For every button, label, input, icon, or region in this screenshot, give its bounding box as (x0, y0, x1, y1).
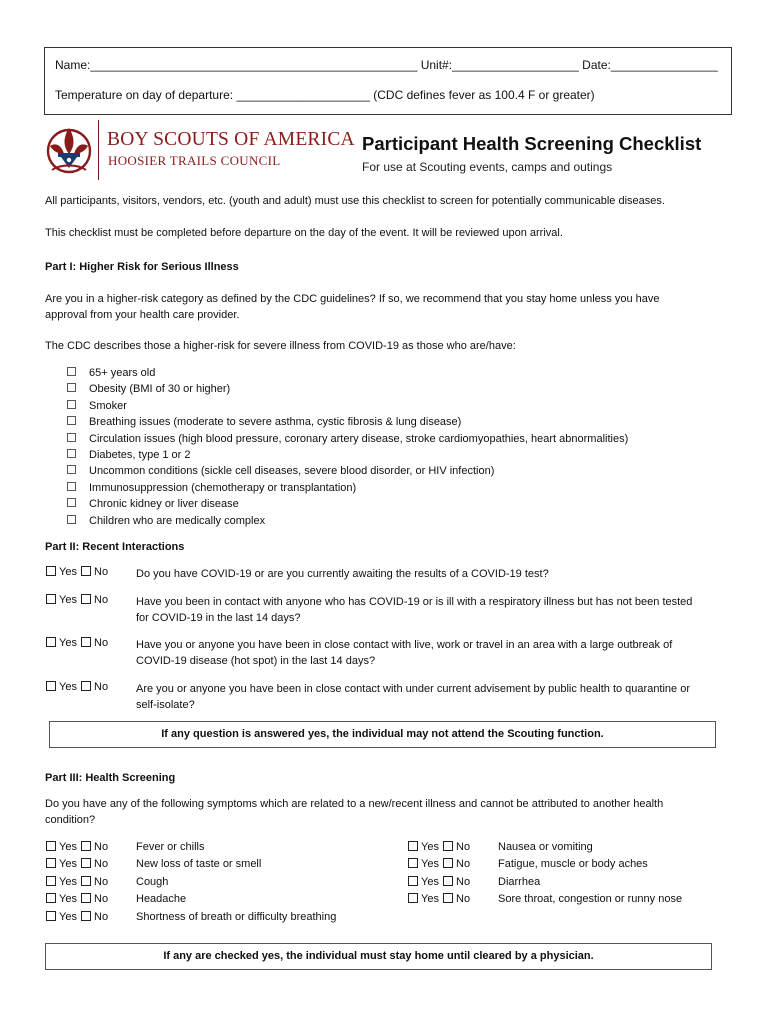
part3-question-line-1: Do you have any of the following symptoms which are related to a new/recent illness and cannot be attributed to another health (45, 798, 664, 810)
part2-notice: If any question is answered yes, the individual may not attend the Scouting function. (49, 721, 716, 748)
intro-paragraph-1: All participants, visitors, vendors, etc. (youth and adult) must use this checklist to screen for potentially communicable diseases. (45, 195, 665, 207)
checkbox[interactable] (67, 465, 76, 474)
part3-question-line-2: condition? (45, 814, 96, 826)
risk-item[interactable]: 65+ years old (67, 365, 628, 381)
part1-heading: Part I: Higher Risk for Serious Illness (45, 261, 239, 273)
yes-checkbox[interactable] (46, 681, 56, 691)
symptom-row: Yes No New loss of taste or smell (45, 856, 108, 873)
no-checkbox[interactable] (81, 594, 91, 604)
interaction-question: Have you or anyone you have been in close contact with live, work or travel in an area with a large outbreak of COVID-19 disease (hot spot) in the last 14 days? (136, 639, 673, 667)
intro-paragraph-2: This checklist must be completed before departure on the day of the event. It will be reviewed upon arrival. (45, 227, 563, 239)
checkbox[interactable] (67, 416, 76, 425)
no-checkbox[interactable] (81, 893, 91, 903)
symptom-row: Yes No Headache (45, 891, 108, 908)
yes-checkbox[interactable] (408, 841, 418, 851)
yes-no-choice: Yes No (45, 594, 108, 606)
no-checkbox[interactable] (443, 876, 453, 886)
symptom-label: Headache (136, 893, 187, 905)
participant-info-box (44, 47, 732, 115)
logo-divider (98, 120, 99, 180)
symptom-label: Cough (136, 876, 169, 888)
risk-item[interactable]: Chronic kidney or liver disease (67, 496, 628, 512)
no-checkbox[interactable] (81, 858, 91, 868)
no-checkbox[interactable] (81, 911, 91, 921)
symptom-row: Yes No Shortness of breath or difficulty breathing (45, 909, 108, 926)
no-checkbox[interactable] (81, 681, 91, 691)
symptom-label: Sore throat, congestion or runny nose (498, 893, 683, 905)
interaction-question: Do you have COVID-19 or are you currently awaiting the results of a COVID-19 test? (136, 568, 549, 580)
checkbox[interactable] (67, 515, 76, 524)
symptom-label: Nausea or vomiting (498, 841, 593, 853)
symptom-row: Yes No Sore throat, congestion or runny nose (407, 891, 470, 908)
symptom-label: Shortness of breath or difficulty breathing (136, 911, 337, 923)
yes-no-choice: Yes No (45, 637, 108, 649)
risk-item[interactable]: Children who are medically complex (67, 513, 628, 529)
checkbox[interactable] (67, 400, 76, 409)
risk-item[interactable]: Obesity (BMI of 30 or higher) (67, 381, 628, 397)
part2-heading: Part II: Recent Interactions (45, 541, 185, 553)
symptom-row: Yes No Fever or chills (45, 839, 108, 856)
risk-item[interactable]: Smoker (67, 398, 628, 414)
yes-checkbox[interactable] (408, 858, 418, 868)
yes-checkbox[interactable] (46, 594, 56, 604)
no-checkbox[interactable] (81, 566, 91, 576)
checkbox[interactable] (67, 449, 76, 458)
yes-checkbox[interactable] (46, 876, 56, 886)
risk-item[interactable]: Diabetes, type 1 or 2 (67, 447, 628, 463)
checkbox[interactable] (67, 498, 76, 507)
yes-checkbox[interactable] (46, 637, 56, 647)
risk-item[interactable]: Breathing issues (moderate to severe asthma, cystic fibrosis & lung disease) (67, 414, 628, 430)
name-unit-date-line[interactable]: Name:_________________________________________________ Unit#:___________________ Date:________________ (55, 58, 718, 72)
org-name: BOY SCOUTS OF AMERICA (107, 129, 355, 150)
part1-question-line-2: approval from your health care provider. (45, 309, 240, 321)
checkbox[interactable] (67, 383, 76, 392)
symptom-label: Fever or chills (136, 841, 205, 853)
checkbox[interactable] (67, 482, 76, 491)
symptom-label: New loss of taste or smell (136, 858, 262, 870)
interaction-question: Are you or anyone you have been in close contact with under current advisement by public health to quarantine or self-isolate? (136, 683, 691, 711)
page-title: Participant Health Screening Checklist (362, 133, 702, 154)
yes-checkbox[interactable] (408, 893, 418, 903)
header (44, 120, 734, 182)
temperature-line[interactable]: Temperature on day of departure: ____________________ (CDC defines fever as 100.4 F or greater) (55, 88, 595, 102)
symptom-label: Diarrhea (498, 876, 541, 888)
checkbox[interactable] (67, 433, 76, 442)
yes-checkbox[interactable] (46, 893, 56, 903)
page-subtitle: For use at Scouting events, camps and outings (362, 160, 613, 174)
yes-checkbox[interactable] (408, 876, 418, 886)
no-checkbox[interactable] (81, 841, 91, 851)
no-checkbox[interactable] (443, 893, 453, 903)
no-checkbox[interactable] (443, 858, 453, 868)
risk-checklist (67, 365, 628, 529)
part3-notice: If any are checked yes, the individual must stay home until cleared by a physician. (45, 943, 712, 970)
yes-checkbox[interactable] (46, 858, 56, 868)
risk-item[interactable]: Immunosuppression (chemotherapy or transplantation) (67, 480, 628, 496)
symptom-row: Yes No Cough (45, 874, 108, 891)
no-checkbox[interactable] (81, 876, 91, 886)
symptom-row: Yes No Diarrhea (407, 874, 470, 891)
symptom-row: Yes No Nausea or vomiting (407, 839, 470, 856)
checkbox[interactable] (67, 367, 76, 376)
symptom-row: Yes No Fatigue, muscle or body aches (407, 856, 470, 873)
yes-no-choice: Yes No (45, 681, 108, 693)
risk-item[interactable]: Uncommon conditions (sickle cell diseases, severe blood disorder, or HIV infection) (67, 463, 628, 479)
org-council: HOOSIER TRAILS COUNCIL (108, 153, 281, 168)
risk-item[interactable]: Circulation issues (high blood pressure, coronary artery disease, stroke cardiomyopathies, heart abnormalities) (67, 431, 628, 447)
part1-question-line-1: Are you in a higher-risk category as defined by the CDC guidelines? If so, we recommend that you stay home unless you have (45, 293, 660, 305)
fleur-de-lis-logo-icon (44, 124, 94, 178)
yes-checkbox[interactable] (46, 841, 56, 851)
no-checkbox[interactable] (81, 637, 91, 647)
yes-checkbox[interactable] (46, 911, 56, 921)
yes-checkbox[interactable] (46, 566, 56, 576)
yes-no-choice: Yes No (45, 566, 108, 578)
symptom-label: Fatigue, muscle or body aches (498, 858, 648, 870)
no-checkbox[interactable] (443, 841, 453, 851)
part3-heading: Part III: Health Screening (45, 772, 176, 784)
interaction-question: Have you been in contact with anyone who has COVID-19 or is ill with a respiratory illness but has not been tested for COVID-19 in the last 14 days? (136, 596, 693, 624)
part1-describes: The CDC describes those a higher-risk for severe illness from COVID-19 as those who are/have: (45, 340, 516, 352)
